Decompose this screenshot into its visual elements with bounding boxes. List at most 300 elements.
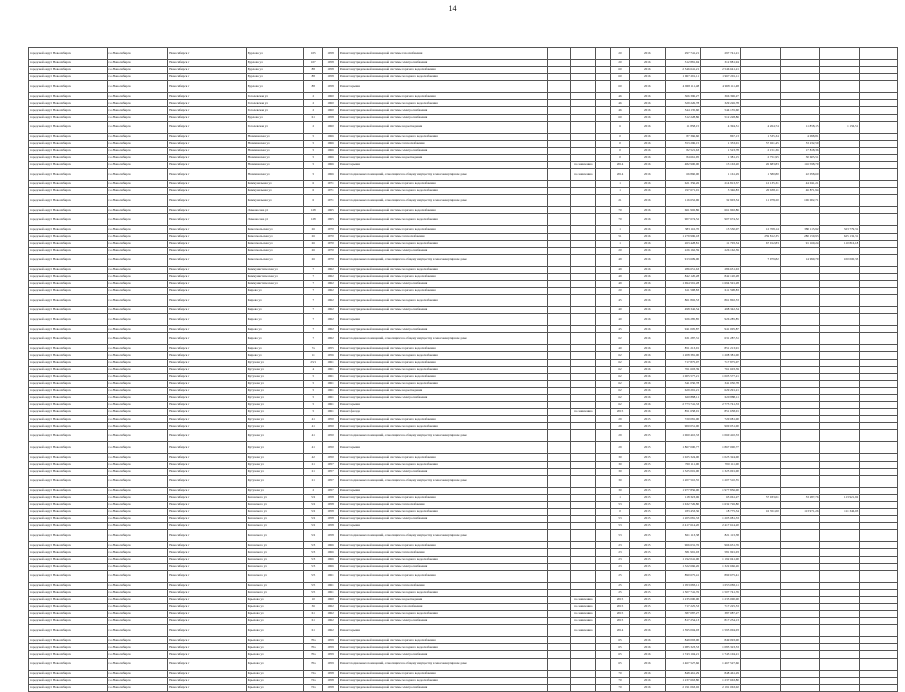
cell-f1 bbox=[740, 596, 780, 603]
cell-year: 1950 bbox=[323, 416, 339, 423]
cell-f1 bbox=[740, 416, 780, 423]
cell-y1: 62 bbox=[611, 352, 630, 359]
cell-blank bbox=[596, 214, 611, 226]
cell-f2 bbox=[780, 207, 820, 214]
cell-house: 88 bbox=[304, 81, 323, 93]
cell-city: г.о.Новосибирск bbox=[107, 409, 168, 416]
cell-work: Ремонт внутридомовой инженерной системы горячего водоснабжения bbox=[338, 637, 547, 644]
table-row bbox=[29, 195, 898, 207]
cell-city: г.о.Новосибирск bbox=[107, 625, 168, 637]
cell-f2 bbox=[780, 60, 820, 67]
cell-city: г.о.Новосибирск bbox=[107, 509, 168, 516]
cell-f4 bbox=[860, 637, 898, 644]
cell-cost: 66 860,00 bbox=[665, 169, 701, 181]
table-row bbox=[29, 345, 898, 352]
cell-street: Нахимовская ул bbox=[246, 154, 304, 161]
cell-cost: 1 467 527,66 bbox=[665, 658, 701, 670]
cell-cost: 118 323,06 bbox=[665, 494, 701, 501]
cell-loc: Новосибирск г bbox=[168, 207, 247, 214]
cell-qty: по заявлению bbox=[571, 409, 596, 416]
cell-unit bbox=[548, 333, 571, 345]
cell-blank bbox=[596, 430, 611, 442]
cell-city: г.о.Новосибирск bbox=[107, 516, 168, 523]
cell-f2 bbox=[780, 582, 820, 589]
cell-f1 bbox=[740, 352, 780, 359]
cell-total: 907 674,52 bbox=[701, 214, 741, 226]
cell-qty bbox=[571, 181, 596, 188]
cell-blank bbox=[596, 280, 611, 287]
cell-y1: 29 bbox=[611, 423, 630, 430]
cell-f4 bbox=[860, 100, 898, 107]
cell-f3 bbox=[820, 596, 860, 603]
cell-f4 bbox=[860, 603, 898, 610]
cell-qty bbox=[571, 107, 596, 114]
cell-total: 1 977 856,00 bbox=[701, 487, 741, 494]
cell-qty bbox=[571, 442, 596, 454]
cell-f3 bbox=[820, 93, 860, 100]
cell-f3 bbox=[820, 658, 860, 670]
cell-street: Кирова ул bbox=[246, 295, 304, 307]
cell-qty bbox=[571, 352, 596, 359]
cell-f4 bbox=[860, 402, 898, 409]
cell-qty bbox=[571, 395, 596, 402]
cell-unit bbox=[548, 387, 571, 394]
cell-blank bbox=[596, 240, 611, 247]
cell-f3: 113 921,92 bbox=[820, 494, 860, 501]
cell-cost: 631 287,31 bbox=[665, 333, 701, 345]
cell-okrug: городской округ Новосибирск bbox=[29, 487, 108, 494]
cell-y1: 29 bbox=[611, 430, 630, 442]
cell-unit bbox=[548, 395, 571, 402]
cell-y2: 2015 bbox=[629, 509, 665, 516]
cell-year: 1958 bbox=[323, 114, 339, 121]
cell-qty bbox=[571, 387, 596, 394]
cell-street: Кутузова ул bbox=[246, 475, 304, 487]
cell-okrug: городской округ Новосибирск bbox=[29, 556, 108, 563]
cell-loc: Новосибирск г bbox=[168, 611, 247, 618]
cell-total: 849 093,00 bbox=[701, 637, 741, 644]
cell-y1: 20 bbox=[611, 288, 630, 295]
cell-street: Кирова ул bbox=[246, 345, 304, 352]
cell-city: г.о.Новосибирск bbox=[107, 93, 168, 100]
cell-f4 bbox=[860, 67, 898, 74]
cell-f3 bbox=[820, 611, 860, 618]
cell-blank bbox=[596, 603, 611, 610]
cell-blank bbox=[596, 295, 611, 307]
cell-qty bbox=[571, 295, 596, 307]
cell-year: 1962 bbox=[323, 625, 339, 637]
cell-qty bbox=[571, 48, 596, 60]
cell-f3 bbox=[820, 147, 860, 154]
cell-y2: 2016 bbox=[629, 295, 665, 307]
cell-blank bbox=[596, 461, 611, 468]
cell-unit bbox=[548, 494, 571, 501]
cell-f4 bbox=[860, 254, 898, 266]
cell-total: 1 192 041,00 bbox=[701, 556, 741, 563]
cell-street: Бурлова ул bbox=[246, 114, 304, 121]
cell-f2 bbox=[780, 81, 820, 93]
cell-loc: Новосибирск г bbox=[168, 121, 247, 133]
cell-f4 bbox=[860, 154, 898, 161]
cell-qty bbox=[571, 487, 596, 494]
cell-work: Ремонт внутридомовой инженерной системы электроснабжения bbox=[338, 107, 547, 114]
cell-work: Ремонт внутридомовой инженерной системы газоснабжения bbox=[338, 603, 547, 610]
cell-unit bbox=[548, 273, 571, 280]
cell-y2: 2016 bbox=[629, 395, 665, 402]
cell-total: 848 461,29 bbox=[701, 670, 741, 677]
cell-total: 851 213,91 bbox=[701, 345, 741, 352]
cell-qty: по заявлению bbox=[571, 603, 596, 610]
cell-f4 bbox=[860, 107, 898, 114]
cell-house: 7 bbox=[304, 314, 323, 326]
cell-f1 bbox=[740, 314, 780, 326]
cell-total: 1 085 323,53 bbox=[701, 644, 741, 651]
cell-work: Ремонт внутридомовой инженерной системы электроснабжения bbox=[338, 516, 547, 523]
cell-y2: 2016 bbox=[629, 154, 665, 161]
table-row bbox=[29, 563, 898, 570]
cell-qty bbox=[571, 273, 596, 280]
cell-city: г.о.Новосибирск bbox=[107, 188, 168, 195]
cell-blank bbox=[596, 509, 611, 516]
cell-blank bbox=[596, 93, 611, 100]
cell-house: 61 bbox=[304, 618, 323, 625]
cell-street: Бурлова ул bbox=[246, 60, 304, 67]
cell-total: 4 394,51 bbox=[701, 121, 741, 133]
cell-f2 bbox=[780, 295, 820, 307]
cell-cost: 700 111,00 bbox=[665, 461, 701, 468]
cell-street: Котовского ул bbox=[246, 549, 304, 556]
cell-f2 bbox=[780, 366, 820, 373]
cell-work: Ремонт крыши bbox=[338, 314, 547, 326]
cell-f2: 46 871,94 bbox=[780, 188, 820, 195]
cell-blank bbox=[596, 207, 611, 214]
cell-blank bbox=[596, 326, 611, 333]
cell-street: Кутузова ул bbox=[246, 487, 304, 494]
cell-loc: Новосибирск г bbox=[168, 114, 247, 121]
cell-total: 867,13 bbox=[701, 133, 741, 140]
cell-f2 bbox=[780, 380, 820, 387]
cell-y2: 2016 bbox=[629, 169, 665, 181]
cell-cost: 11 858,15 bbox=[665, 121, 701, 133]
table-row bbox=[29, 352, 898, 359]
cell-y2: 2016 bbox=[629, 195, 665, 207]
cell-year: 1962 bbox=[323, 307, 339, 314]
cell-f2: 14 999,79 bbox=[780, 254, 820, 266]
cell-year: 1970 bbox=[323, 233, 339, 240]
cell-okrug: городской округ Новосибирск bbox=[29, 501, 108, 508]
cell-work: Ремонт внутридомовой инженерной системы горячего водоснабжения bbox=[338, 670, 547, 677]
cell-f3 bbox=[820, 295, 860, 307]
table-row bbox=[29, 307, 898, 314]
cell-house: 70а bbox=[304, 637, 323, 644]
cell-f4 bbox=[860, 147, 898, 154]
cell-street: Коммунальная ул bbox=[246, 188, 304, 195]
cell-okrug: городской округ Новосибирск bbox=[29, 644, 108, 651]
cell-city: г.о.Новосибирск bbox=[107, 677, 168, 684]
cell-house: 36 bbox=[304, 603, 323, 610]
cell-unit bbox=[548, 74, 571, 81]
table-row bbox=[29, 114, 898, 121]
cell-y1: 65 bbox=[611, 651, 630, 658]
cell-street: Котовского ул bbox=[246, 523, 304, 530]
cell-unit bbox=[548, 140, 571, 147]
cell-total: 1 005 577,21 bbox=[701, 373, 741, 380]
cell-y1: 25 bbox=[611, 582, 630, 589]
cell-f3 bbox=[820, 387, 860, 394]
cell-year: 1960 bbox=[323, 596, 339, 603]
table-row bbox=[29, 359, 898, 366]
cell-y2: 2016 bbox=[629, 625, 665, 637]
cell-f1 bbox=[740, 359, 780, 366]
cell-qty bbox=[571, 549, 596, 556]
cell-house: 128 bbox=[304, 214, 323, 226]
cell-unit bbox=[548, 288, 571, 295]
cell-y1: 2014 bbox=[611, 162, 630, 169]
cell-okrug: городской округ Новосибирск bbox=[29, 684, 108, 691]
table-row bbox=[29, 542, 898, 549]
table-row bbox=[29, 395, 898, 402]
cell-f2: 22 058,60 bbox=[780, 169, 820, 181]
cell-blank bbox=[596, 307, 611, 314]
cell-total: 700 111,00 bbox=[701, 461, 741, 468]
cell-city: г.о.Новосибирск bbox=[107, 162, 168, 169]
cell-total: 498 342,54 bbox=[701, 307, 741, 314]
cell-work: Ремонт внутридомовой инженерной системы горячего водоснабжения bbox=[338, 359, 547, 366]
cell-loc: Новосибирск г bbox=[168, 530, 247, 542]
cell-blank bbox=[596, 273, 611, 280]
cell-street: Котовского ул bbox=[246, 509, 304, 516]
cell-okrug: городской округ Новосибирск bbox=[29, 169, 108, 181]
cell-street: Нахимовская ул bbox=[246, 169, 304, 181]
cell-street: Крылова ул bbox=[246, 618, 304, 625]
cell-y2: 2016 bbox=[629, 273, 665, 280]
cell-y1: 0 bbox=[611, 140, 630, 147]
cell-work: Ремонт внутридомовой инженерной системы горячего водоснабжения bbox=[338, 416, 547, 423]
cell-cost: 926 285,85 bbox=[665, 314, 701, 326]
cell-f4 bbox=[860, 359, 898, 366]
cell-f1 bbox=[740, 611, 780, 618]
cell-y1: 23 bbox=[611, 549, 630, 556]
cell-blank bbox=[596, 542, 611, 549]
cell-house: 5 bbox=[304, 387, 323, 394]
cell-y2: 2016 bbox=[629, 226, 665, 233]
cell-f1 bbox=[740, 684, 780, 691]
cell-total: 861 802,53 bbox=[701, 295, 741, 307]
cell-loc: Новосибирск г bbox=[168, 359, 247, 366]
cell-f2: 280 159,93 bbox=[780, 233, 820, 240]
cell-street: Кутузова ул bbox=[246, 395, 304, 402]
cell-okrug: городской округ Новосибирск bbox=[29, 67, 108, 74]
cell-city: г.о.Новосибирск bbox=[107, 195, 168, 207]
cell-loc: Новосибирск г bbox=[168, 402, 247, 409]
cell-city: г.о.Новосибирск bbox=[107, 121, 168, 133]
cell-qty bbox=[571, 380, 596, 387]
cell-blank bbox=[596, 162, 611, 169]
cell-f3 bbox=[820, 154, 860, 161]
cell-okrug: городской округ Новосибирск bbox=[29, 107, 108, 114]
cell-work: Ремонт внутридомовой инженерной системы горячего водоснабжения bbox=[338, 226, 547, 233]
cell-okrug: городской округ Новосибирск bbox=[29, 133, 108, 140]
cell-city: г.о.Новосибирск bbox=[107, 387, 168, 394]
cell-house: 107 bbox=[304, 60, 323, 67]
cell-work: Ремонт внутридомовой инженерной системы электроснабжения bbox=[338, 280, 547, 287]
cell-y2: 2016 bbox=[629, 247, 665, 254]
cell-year: 1961 bbox=[323, 373, 339, 380]
cell-year: 1950 bbox=[323, 442, 339, 454]
cell-street: Нахимовская ул bbox=[246, 133, 304, 140]
cell-work: Ремонт внутридомовой инженерной системы холодного водоснабжения bbox=[338, 611, 547, 618]
cell-f2 bbox=[780, 373, 820, 380]
cell-total: 18 775,34 bbox=[701, 509, 741, 516]
cell-f1 bbox=[740, 549, 780, 556]
cell-total: 297 741,21 bbox=[701, 48, 741, 60]
table-row bbox=[29, 107, 898, 114]
cell-work: Ремонт крыши bbox=[338, 523, 547, 530]
cell-f4 bbox=[860, 501, 898, 508]
cell-qty bbox=[571, 589, 596, 596]
cell-unit bbox=[548, 81, 571, 93]
cell-f1 bbox=[740, 81, 780, 93]
cell-f3 bbox=[820, 107, 860, 114]
cell-y2: 2015 bbox=[629, 461, 665, 468]
cell-year: 1965 bbox=[323, 207, 339, 214]
cell-okrug: городской округ Новосибирск bbox=[29, 140, 108, 147]
cell-total: 629 291,21 bbox=[701, 387, 741, 394]
cell-city: г.о.Новосибирск bbox=[107, 651, 168, 658]
cell-city: г.о.Новосибирск bbox=[107, 402, 168, 409]
cell-f4 bbox=[860, 195, 898, 207]
cell-work: Ремонт внутридомовой инженерной системы электроснабжения bbox=[338, 307, 547, 314]
cell-f3 bbox=[820, 468, 860, 475]
cell-blank bbox=[596, 395, 611, 402]
cell-loc: Новосибирск г bbox=[168, 651, 247, 658]
cell-year: 1966 bbox=[323, 556, 339, 563]
cell-year: 1966 bbox=[323, 542, 339, 549]
cell-city: г.о.Новосибирск bbox=[107, 570, 168, 582]
cell-street: Крылова ул bbox=[246, 684, 304, 691]
cell-unit bbox=[548, 542, 571, 549]
cell-work: Ремонт внутридомовой инженерной системы горячего водоснабжения bbox=[338, 93, 547, 100]
cell-cost: 383 116,70 bbox=[665, 226, 701, 233]
cell-house: 41 bbox=[304, 442, 323, 454]
cell-city: г.о.Новосибирск bbox=[107, 501, 168, 508]
cell-city: г.о.Новосибирск bbox=[107, 352, 168, 359]
cell-blank bbox=[596, 67, 611, 74]
cell-year: 1966 bbox=[323, 140, 339, 147]
cell-y1: 45 bbox=[611, 295, 630, 307]
cell-blank bbox=[596, 516, 611, 523]
cell-work: Ремонт крыши bbox=[338, 402, 547, 409]
cell-f3 bbox=[820, 637, 860, 644]
table-row bbox=[29, 516, 898, 523]
cell-year: 1958 bbox=[323, 81, 339, 93]
cell-work: Ремонт внутридомовой инженерной системы электроснабжения bbox=[338, 563, 547, 570]
cell-street: Крылова ул bbox=[246, 625, 304, 637]
cell-y1: 0 bbox=[611, 147, 630, 154]
cell-f3 bbox=[820, 373, 860, 380]
cell-house: 61 bbox=[304, 114, 323, 121]
cell-f3 bbox=[820, 207, 860, 214]
cell-f4 bbox=[860, 314, 898, 326]
cell-cost: 900 051,00 bbox=[665, 423, 701, 430]
cell-year: 1966 bbox=[323, 169, 339, 181]
cell-y1: 1 bbox=[611, 181, 630, 188]
cell-f1 bbox=[740, 288, 780, 295]
cell-city: г.о.Новосибирск bbox=[107, 416, 168, 423]
cell-y1: 0 bbox=[611, 133, 630, 140]
cell-unit bbox=[548, 516, 571, 523]
cell-blank bbox=[596, 409, 611, 416]
cell-f4 bbox=[860, 273, 898, 280]
cell-year: 1956 bbox=[323, 352, 339, 359]
cell-f1: 1 535,34 bbox=[740, 133, 780, 140]
cell-unit bbox=[548, 326, 571, 333]
cell-y2: 2015 bbox=[629, 475, 665, 487]
cell-total: 312 881,94 bbox=[701, 60, 741, 67]
cell-blank bbox=[596, 380, 611, 387]
cell-total: 1 507 741,76 bbox=[701, 589, 741, 596]
cell-f1 bbox=[740, 280, 780, 287]
cell-f4 bbox=[860, 140, 898, 147]
cell-f1 bbox=[740, 603, 780, 610]
cell-y1: 23 bbox=[611, 542, 630, 549]
table-row bbox=[29, 254, 898, 266]
cell-qty bbox=[571, 195, 596, 207]
cell-unit bbox=[548, 618, 571, 625]
cell-y2: 2016 bbox=[629, 93, 665, 100]
cell-year: 1970 bbox=[323, 226, 339, 233]
cell-total: 2 773 741,33 bbox=[701, 402, 741, 409]
cell-f1 bbox=[740, 644, 780, 651]
cell-street: Крылова ул bbox=[246, 637, 304, 644]
cell-loc: Новосибирск г bbox=[168, 154, 247, 161]
cell-unit bbox=[548, 162, 571, 169]
cell-house: 88 bbox=[304, 67, 323, 74]
cell-house: 72а bbox=[304, 670, 323, 677]
cell-f2 bbox=[780, 67, 820, 74]
cell-f3 bbox=[820, 81, 860, 93]
table-row bbox=[29, 658, 898, 670]
cell-city: г.о.Новосибирск bbox=[107, 240, 168, 247]
cell-okrug: городской округ Новосибирск bbox=[29, 651, 108, 658]
cell-qty bbox=[571, 644, 596, 651]
cell-total: 611 598,83 bbox=[701, 288, 741, 295]
cell-year: 1966 bbox=[323, 154, 339, 161]
cell-f1: 57 033,01 bbox=[740, 494, 780, 501]
cell-y2: 2016 bbox=[629, 684, 665, 691]
cell-city: г.о.Новосибирск bbox=[107, 596, 168, 603]
table-row bbox=[29, 188, 898, 195]
cell-f3 bbox=[820, 644, 860, 651]
cell-city: г.о.Новосибирск bbox=[107, 611, 168, 618]
cell-house: 7а bbox=[304, 345, 323, 352]
cell-y2: 2016 bbox=[629, 100, 665, 107]
cell-total: 851 658,01 bbox=[701, 409, 741, 416]
cell-total: 15 550,07 bbox=[701, 226, 741, 233]
cell-y2: 2015 bbox=[629, 523, 665, 530]
cell-y1: 65 bbox=[611, 644, 630, 651]
cell-loc: Новосибирск г bbox=[168, 188, 247, 195]
table-row bbox=[29, 226, 898, 233]
cell-f1: 20 638,11 bbox=[740, 188, 780, 195]
cell-f1 bbox=[740, 107, 780, 114]
cell-f1 bbox=[740, 387, 780, 394]
cell-y1: 30 bbox=[611, 468, 630, 475]
page-number: 14 bbox=[448, 4, 457, 13]
cell-year: 1960 bbox=[323, 107, 339, 114]
cell-street: Котовского ул bbox=[246, 530, 304, 542]
cell-year: 1957 bbox=[323, 461, 339, 468]
